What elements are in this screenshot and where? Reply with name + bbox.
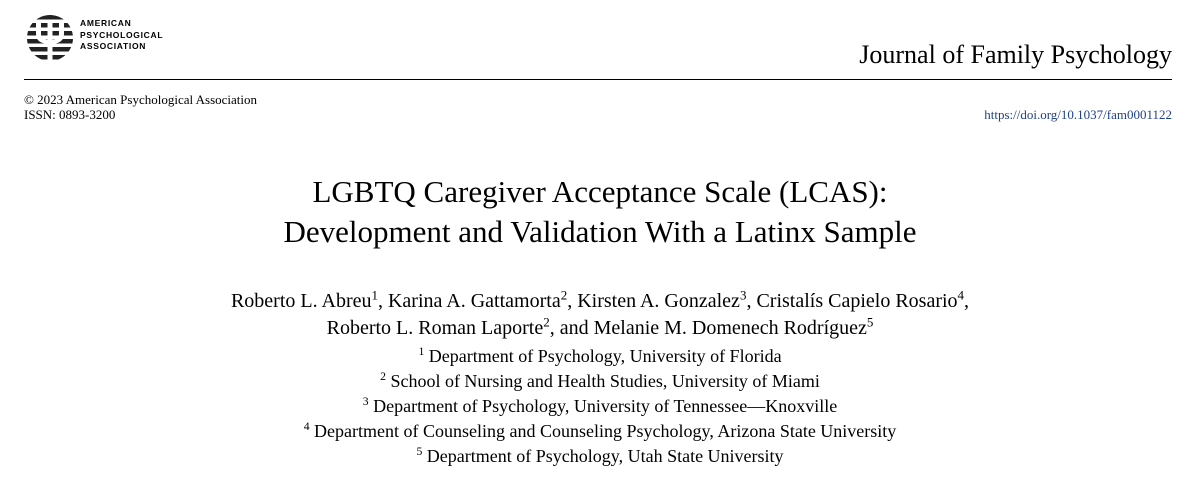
affiliation bbox=[0, 420, 1200, 442]
article-title-line: Development and Validation With a Latinx Sample bbox=[283, 214, 917, 249]
publisher-line: PSYCHOLOGICAL bbox=[80, 29, 164, 40]
author-list bbox=[0, 316, 1200, 341]
affiliation bbox=[0, 395, 1200, 417]
author-list bbox=[0, 289, 1200, 314]
affiliation bbox=[0, 445, 1200, 467]
author-affiliation-marker: 4 bbox=[957, 287, 965, 303]
affiliation-text: Department of Psychology, Utah State University bbox=[426, 446, 784, 466]
affiliation bbox=[0, 345, 1200, 367]
article-title-line: LGBTQ Caregiver Acceptance Scale (LCAS): bbox=[312, 174, 888, 209]
header-divider bbox=[24, 79, 1172, 80]
issn: ISSN: 0893-3200 bbox=[24, 107, 116, 122]
author-separator: , bbox=[964, 290, 970, 312]
author-affiliation-marker: 5 bbox=[866, 314, 874, 330]
affiliation-text: School of Nursing and Health Studies, University of Miami bbox=[390, 371, 820, 391]
affiliation-number: 2 bbox=[380, 370, 386, 383]
affiliation-number: 1 bbox=[418, 345, 425, 358]
author-affiliation-marker: 2 bbox=[560, 287, 568, 303]
affiliation-text: Department of Psychology, University of Florida bbox=[428, 346, 782, 366]
author-affiliation-marker: 2 bbox=[543, 314, 550, 330]
affiliation-number: 3 bbox=[362, 395, 369, 408]
author-separator: , and bbox=[549, 317, 594, 339]
publisher-line: ASSOCIATION bbox=[80, 41, 147, 51]
author-name: Melanie M. Domenech Rodríguez bbox=[593, 317, 867, 339]
author-separator: , bbox=[746, 290, 757, 312]
author-name: Roberto L. Roman Laporte bbox=[326, 317, 544, 339]
publisher-line: AMERICAN bbox=[80, 18, 132, 28]
author-name: Kirsten A. Gonzalez bbox=[577, 290, 740, 312]
affiliation-number: 5 bbox=[416, 445, 423, 458]
author-separator: , bbox=[377, 290, 388, 312]
apa-logo-icon bbox=[24, 14, 76, 62]
author-affiliation-marker: 3 bbox=[739, 287, 747, 303]
publisher-wordmark bbox=[80, 18, 163, 53]
affiliation-number: 4 bbox=[303, 420, 310, 433]
author-name: Karina A. Gattamorta bbox=[387, 290, 561, 312]
affiliation bbox=[0, 370, 1200, 392]
author-affiliation-marker: 1 bbox=[371, 287, 378, 303]
author-name: Cristalís Capielo Rosario bbox=[756, 290, 958, 312]
affiliation-text: Department of Counseling and Counseling Psychology, Arizona State University bbox=[314, 421, 897, 441]
doi-link[interactable]: https://doi.org/10.1037/fam0001122 bbox=[984, 107, 1172, 122]
journal-title: Journal of Family Psychology bbox=[859, 40, 1172, 69]
affiliation-text: Department of Psychology, University of Tennessee—Knoxville bbox=[373, 396, 838, 416]
author-separator: , bbox=[567, 290, 578, 312]
copyright-notice: © 2023 American Psychological Association bbox=[24, 92, 258, 107]
author-name: Roberto L. Abreu bbox=[230, 290, 372, 312]
